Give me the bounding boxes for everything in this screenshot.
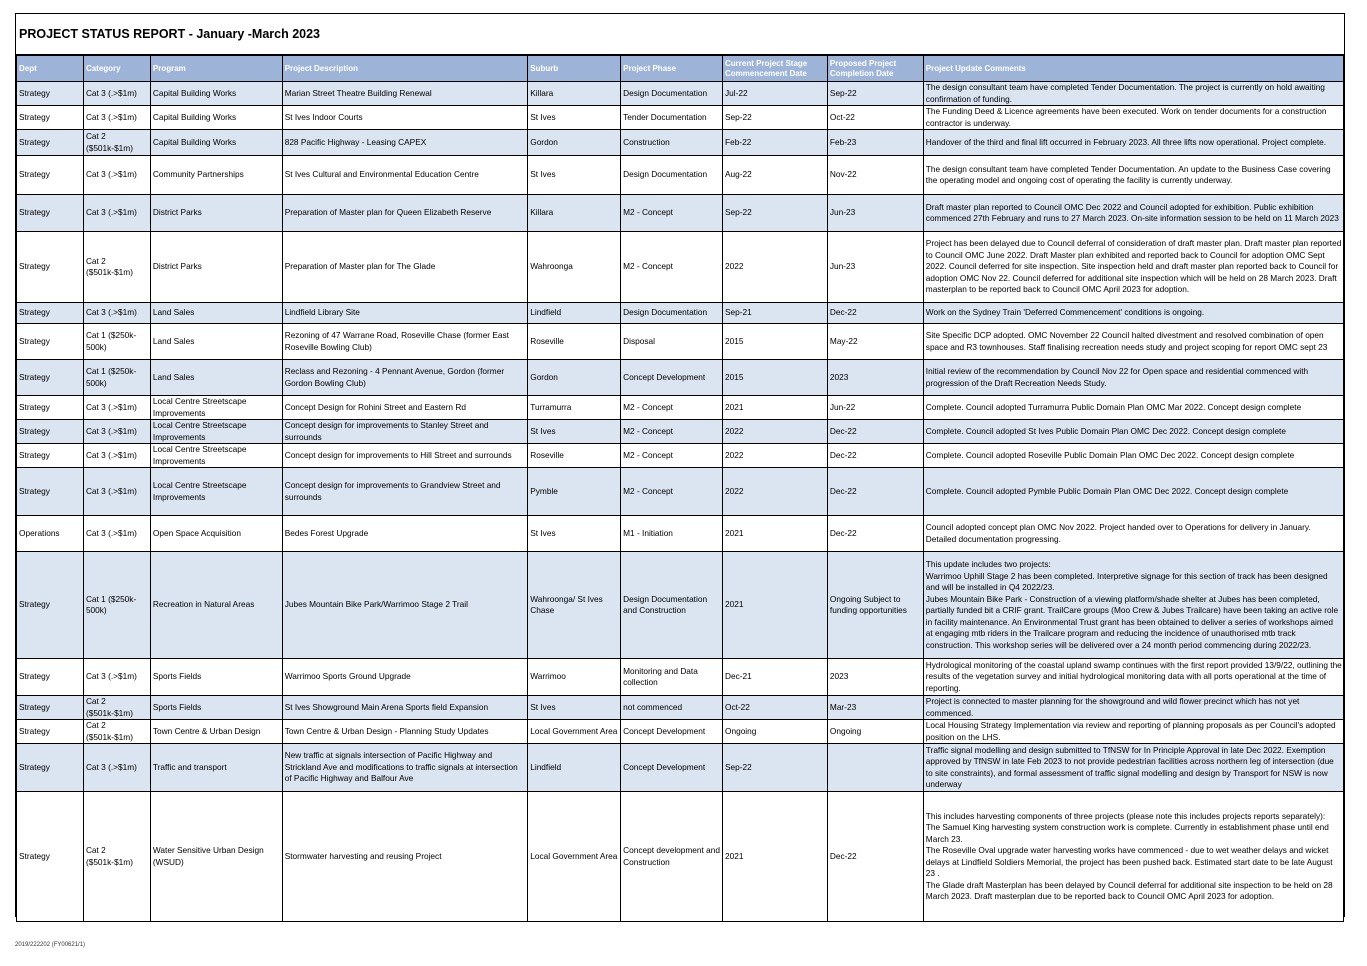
cell-program: Recreation in Natural Areas	[150, 552, 282, 659]
cell-commencement-date: Sep-22	[723, 744, 828, 792]
cell-project-phase: Monitoring and Data collection	[621, 659, 723, 696]
cell-category: Cat 2 ($501k-$1m)	[83, 130, 150, 156]
cell-commencement-date: 2015	[723, 324, 828, 360]
cell-project-phase: Concept Development	[621, 360, 723, 396]
cell-dept: Strategy	[17, 468, 84, 516]
cell-completion-date	[827, 744, 923, 792]
table-row	[17, 360, 1344, 396]
cell-project-description: Bedes Forest Upgrade	[282, 516, 528, 552]
cell-dept: Strategy	[17, 659, 84, 696]
cell-comments: Local Housing Strategy Implementation via review and reporting of planning proposals as per Council's adopted position on the LHS.	[923, 720, 1343, 744]
column-header-dept: Dept	[17, 56, 84, 82]
column-header-commencement-date: Current Project Stage Commencement Date	[723, 56, 828, 82]
cell-program: Local Centre Streetscape Improvements	[150, 420, 282, 444]
cell-program: Town Centre & Urban Design	[150, 720, 282, 744]
cell-project-phase: Tender Documentation	[621, 106, 723, 130]
cell-category: Cat 1 ($250k-500k)	[83, 360, 150, 396]
table-row	[17, 106, 1344, 130]
cell-suburb: Pymble	[528, 468, 621, 516]
table-row	[17, 552, 1344, 659]
cell-comments: Complete. Council adopted St Ives Public Domain Plan OMC Dec 2022. Concept design complete	[923, 420, 1343, 444]
cell-project-phase: Construction	[621, 130, 723, 156]
cell-project-description: Reclass and Rezoning - 4 Pennant Avenue, Gordon (former Gordon Bowling Club)	[282, 360, 528, 396]
table-row	[17, 792, 1344, 922]
cell-category: Cat 3 (.>$1m)	[83, 516, 150, 552]
cell-project-phase: Concept Development	[621, 720, 723, 744]
cell-category: Cat 2 ($501k-$1m)	[83, 696, 150, 720]
cell-comments: The Funding Deed & Licence agreements have been executed. Work on tender documents for a construction contractor is underway.	[923, 106, 1343, 130]
cell-project-phase: Design Documentation and Construction	[621, 552, 723, 659]
table-body	[17, 82, 1344, 922]
cell-project-phase: Concept development and Construction	[621, 792, 723, 922]
cell-project-description: St Ives Showground Main Arena Sports field Expansion	[282, 696, 528, 720]
cell-project-phase: M2 - Concept	[621, 396, 723, 420]
cell-project-description: Lindfield Library Site	[282, 303, 528, 324]
cell-suburb: St Ives	[528, 516, 621, 552]
cell-project-description: Preparation of Master plan for Queen Elizabeth Reserve	[282, 195, 528, 232]
cell-suburb: Local Government Area	[528, 720, 621, 744]
table-row	[17, 696, 1344, 720]
cell-commencement-date: Dec-21	[723, 659, 828, 696]
cell-comments: Complete. Council adopted Roseville Public Domain Plan OMC Dec 2022. Concept design complete	[923, 444, 1343, 468]
project-status-table	[16, 55, 1344, 922]
cell-commencement-date: Feb-22	[723, 130, 828, 156]
cell-program: Traffic and transport	[150, 744, 282, 792]
cell-comments: Work on the Sydney Train 'Deferred Commencement' conditions is ongoing.	[923, 303, 1343, 324]
cell-commencement-date: Sep-21	[723, 303, 828, 324]
cell-commencement-date: 2021	[723, 792, 828, 922]
cell-completion-date: Mar-23	[827, 696, 923, 720]
cell-dept: Strategy	[17, 396, 84, 420]
cell-category: Cat 2 ($501k-$1m)	[83, 232, 150, 303]
cell-completion-date: Dec-22	[827, 468, 923, 516]
cell-suburb: Warrimoo	[528, 659, 621, 696]
cell-project-description: Preparation of Master plan for The Glade	[282, 232, 528, 303]
cell-project-phase: Design Documentation	[621, 303, 723, 324]
cell-dept: Strategy	[17, 82, 84, 106]
cell-project-phase: M2 - Concept	[621, 195, 723, 232]
cell-comments: This update includes two projects: Warrimoo Uphill Stage 2 has been completed. Interpretive signage for this section of track has been designed and will be installed in Q4 2022/23. Jubes Mountain Bike Park - Construction of a viewing platform/shade shelter at Jubes has been completed, partially funded bit a CRIF grant. TrailCare groups (Moo Crew & Jubes Trailcare) have been taking an active role in facility maintenance. An Environmental Trust grant has been obtained to deliver a series of workshops aimed at engaging mtb riders in the Trailcare program and reducing the incidence of unauthorised mtb track construction. This workshop series will be delivered over a 24 month period commencing during 2022/23.	[923, 552, 1343, 659]
cell-commencement-date: Sep-22	[723, 106, 828, 130]
cell-completion-date: 2023	[827, 659, 923, 696]
cell-suburb: Turramurra	[528, 396, 621, 420]
cell-commencement-date: Oct-22	[723, 696, 828, 720]
column-header-category: Category	[83, 56, 150, 82]
table-row	[17, 444, 1344, 468]
cell-program: Land Sales	[150, 303, 282, 324]
cell-suburb: Roseville	[528, 324, 621, 360]
cell-completion-date: Dec-22	[827, 792, 923, 922]
cell-category: Cat 1 ($250k-500k)	[83, 552, 150, 659]
cell-project-description: Warrimoo Sports Ground Upgrade	[282, 659, 528, 696]
cell-completion-date: Ongoing	[827, 720, 923, 744]
cell-project-description: St Ives Indoor Courts	[282, 106, 528, 130]
cell-completion-date: Jun-23	[827, 232, 923, 303]
cell-category: Cat 3 (.>$1m)	[83, 303, 150, 324]
cell-program: District Parks	[150, 232, 282, 303]
cell-dept: Strategy	[17, 696, 84, 720]
cell-suburb: Killara	[528, 82, 621, 106]
cell-project-phase: M2 - Concept	[621, 420, 723, 444]
cell-completion-date: 2023	[827, 360, 923, 396]
cell-comments: Site Specific DCP adopted. OMC November 22 Council halted divestment and resolved combination of open space and R3 townhouses. Staff finalising recreation needs study and project scoping for report OMC sept 23	[923, 324, 1343, 360]
column-header-program: Program	[150, 56, 282, 82]
cell-comments: This includes harvesting components of three projects (please note this includes projects reports separately): The Samuel King harvesting system construction work is complete. Currently in establishment phase until end March 23. The Roseville Oval upgrade water harvesting works have commenced - due to wet weather delays and wicket delays at Lindfield Soldiers Memorial, the project has been pushed back. Estimated start date to be late August 23 . The Glade draft Masterplan has been delayed by Council deferral for additional site inspection to be held on 28 March 2023. Draft masterplan due to be reported back to Council OMC April 2023 for adoption.	[923, 792, 1343, 922]
column-header-project-description: Project Description	[282, 56, 528, 82]
cell-comments: Hydrological monitoring of the coastal upland swamp continues with the first report provided 13/9/22, outlining the results of the vegetation survey and initial hydrological monitoring data with all ports operational at the time of reporting.	[923, 659, 1343, 696]
cell-suburb: Gordon	[528, 360, 621, 396]
cell-category: Cat 1 ($250k-500k)	[83, 324, 150, 360]
cell-dept: Strategy	[17, 106, 84, 130]
table-row	[17, 744, 1344, 792]
column-header-comments: Project Update Comments	[923, 56, 1343, 82]
cell-project-description: New traffic at signals intersection of Pacific Highway and Strickland Ave and modifications to traffic signals at intersection of Pacific Highway and Balfour Ave	[282, 744, 528, 792]
cell-comments: Draft master plan reported to Council OMC Dec 2022 and Council adopted for exhibition. Public exhibition commenced 27th February and runs to 27 March 2023. On-site information session to be held on 11 March 2023	[923, 195, 1343, 232]
cell-category: Cat 3 (.>$1m)	[83, 156, 150, 195]
cell-program: Capital Building Works	[150, 130, 282, 156]
table-row	[17, 420, 1344, 444]
table-row	[17, 659, 1344, 696]
table-row	[17, 303, 1344, 324]
cell-dept: Strategy	[17, 156, 84, 195]
cell-suburb: St Ives	[528, 696, 621, 720]
column-header-completion-date: Proposed Project Completion Date	[827, 56, 923, 82]
cell-completion-date: Oct-22	[827, 106, 923, 130]
cell-dept: Strategy	[17, 420, 84, 444]
cell-category: Cat 3 (.>$1m)	[83, 744, 150, 792]
cell-dept: Strategy	[17, 195, 84, 232]
cell-commencement-date: Aug-22	[723, 156, 828, 195]
cell-dept: Strategy	[17, 324, 84, 360]
cell-commencement-date: 2021	[723, 552, 828, 659]
cell-project-description: 828 Pacific Highway - Leasing CAPEX	[282, 130, 528, 156]
cell-dept: Strategy	[17, 232, 84, 303]
cell-suburb: Killara	[528, 195, 621, 232]
cell-dept: Strategy	[17, 444, 84, 468]
column-header-suburb: Suburb	[528, 56, 621, 82]
cell-dept: Strategy	[17, 744, 84, 792]
table-row	[17, 324, 1344, 360]
document-reference: 2019/222202 (FY00621/1)	[15, 942, 86, 948]
cell-program: Sports Fields	[150, 659, 282, 696]
cell-commencement-date: 2022	[723, 468, 828, 516]
cell-suburb: St Ives	[528, 420, 621, 444]
cell-comments: Initial review of the recommendation by Council Nov 22 for Open space and residential commenced with progression of the Draft Recreation Needs Study.	[923, 360, 1343, 396]
cell-program: Local Centre Streetscape Improvements	[150, 468, 282, 516]
table-row	[17, 232, 1344, 303]
cell-commencement-date: 2022	[723, 420, 828, 444]
cell-commencement-date: 2015	[723, 360, 828, 396]
cell-project-description: Concept Design for Rohini Street and Eastern Rd	[282, 396, 528, 420]
cell-program: District Parks	[150, 195, 282, 232]
cell-comments: The design consultant team have completed Tender Documentation. An update to the Business Case covering the operating model and ongoing cost of operating the facility is currently underway.	[923, 156, 1343, 195]
cell-commencement-date: Jul-22	[723, 82, 828, 106]
cell-dept: Operations	[17, 516, 84, 552]
cell-category: Cat 3 (.>$1m)	[83, 659, 150, 696]
cell-suburb: Lindfield	[528, 744, 621, 792]
cell-completion-date: Dec-22	[827, 516, 923, 552]
cell-project-description: Jubes Mountain Bike Park/Warrimoo Stage 2 Trail	[282, 552, 528, 659]
cell-comments: Traffic signal modelling and design submitted to TfNSW for In Principle Approval in late Dec 2022. Exemption approved by TfNSW in late Feb 2023 to not provide pedestrian facilities across northern leg of intersection (due to site constraints), and formal assessment of traffic signal modelling and design by Transport for NSW is now underway	[923, 744, 1343, 792]
cell-suburb: Wahroonga/ St Ives Chase	[528, 552, 621, 659]
table-row	[17, 516, 1344, 552]
cell-project-description: Town Centre & Urban Design - Planning Study Updates	[282, 720, 528, 744]
cell-comments: Handover of the third and final lift occurred in February 2023. All three lifts now operational. Project complete.	[923, 130, 1343, 156]
table-row	[17, 130, 1344, 156]
cell-project-description: Rezoning of 47 Warrane Road, Roseville Chase (former East Roseville Bowling Club)	[282, 324, 528, 360]
cell-commencement-date: Ongoing	[723, 720, 828, 744]
cell-program: Community Partnerships	[150, 156, 282, 195]
cell-suburb: Gordon	[528, 130, 621, 156]
cell-comments: Council adopted concept plan OMC Nov 2022. Project handed over to Operations for delivery in January. Detailed documentation progressing.	[923, 516, 1343, 552]
cell-suburb: Wahroonga	[528, 232, 621, 303]
table-row	[17, 156, 1344, 195]
cell-dept: Strategy	[17, 552, 84, 659]
cell-project-description: Marian Street Theatre Building Renewal	[282, 82, 528, 106]
cell-category: Cat 3 (.>$1m)	[83, 420, 150, 444]
cell-completion-date: Nov-22	[827, 156, 923, 195]
cell-commencement-date: Sep-22	[723, 195, 828, 232]
cell-completion-date: Feb-23	[827, 130, 923, 156]
cell-completion-date: Jun-23	[827, 195, 923, 232]
cell-category: Cat 3 (.>$1m)	[83, 468, 150, 516]
cell-completion-date: Jun-22	[827, 396, 923, 420]
cell-project-phase: not commenced	[621, 696, 723, 720]
cell-program: Local Centre Streetscape Improvements	[150, 444, 282, 468]
cell-program: Land Sales	[150, 324, 282, 360]
cell-commencement-date: 2022	[723, 444, 828, 468]
cell-program: Sports Fields	[150, 696, 282, 720]
report-title: PROJECT STATUS REPORT - January -March 2023	[16, 14, 1344, 55]
cell-completion-date: Dec-22	[827, 420, 923, 444]
cell-category: Cat 2 ($501k-$1m)	[83, 792, 150, 922]
cell-completion-date: Dec-22	[827, 444, 923, 468]
table-row	[17, 720, 1344, 744]
cell-completion-date: May-22	[827, 324, 923, 360]
cell-category: Cat 3 (.>$1m)	[83, 195, 150, 232]
cell-project-description: Concept design for improvements to Grandview Street and surrounds	[282, 468, 528, 516]
cell-suburb: St Ives	[528, 106, 621, 130]
cell-suburb: St Ives	[528, 156, 621, 195]
cell-category: Cat 3 (.>$1m)	[83, 106, 150, 130]
table-row	[17, 396, 1344, 420]
cell-commencement-date: 2021	[723, 396, 828, 420]
cell-completion-date: Sep-22	[827, 82, 923, 106]
cell-project-description: Concept design for improvements to Hill Street and surrounds	[282, 444, 528, 468]
cell-commencement-date: 2021	[723, 516, 828, 552]
cell-project-phase: Design Documentation	[621, 82, 723, 106]
cell-completion-date: Ongoing Subject to funding opportunities	[827, 552, 923, 659]
cell-program: Land Sales	[150, 360, 282, 396]
cell-project-description: St Ives Cultural and Environmental Education Centre	[282, 156, 528, 195]
cell-commencement-date: 2022	[723, 232, 828, 303]
table-row	[17, 195, 1344, 232]
cell-comments: Complete. Council adopted Pymble Public Domain Plan OMC Dec 2022. Concept design complete	[923, 468, 1343, 516]
cell-project-phase: Design Documentation	[621, 156, 723, 195]
table-row	[17, 468, 1344, 516]
cell-suburb: Roseville	[528, 444, 621, 468]
cell-dept: Strategy	[17, 360, 84, 396]
cell-dept: Strategy	[17, 303, 84, 324]
cell-comments: Project has been delayed due to Council deferral of consideration of draft master plan. Draft master plan reported to Council OMC June 2022. Draft Master plan exhibited and reported back to Council for adoption OMC Sept 2022. Council deferred for site inspection. Site inspection held and draft master plan reported back to Council for adoption OMC Nov 22. Council deferred for additional site inspection which will be held on 28 March 2023. Draft masterplan to be reported back to Council OMC April 2023 for adoption.	[923, 232, 1343, 303]
cell-program: Capital Building Works	[150, 82, 282, 106]
cell-project-phase: M2 - Concept	[621, 468, 723, 516]
cell-completion-date: Dec-22	[827, 303, 923, 324]
cell-project-phase: M1 - Initiation	[621, 516, 723, 552]
cell-category: Cat 3 (.>$1m)	[83, 396, 150, 420]
cell-category: Cat 3 (.>$1m)	[83, 82, 150, 106]
cell-suburb: Local Government Area	[528, 792, 621, 922]
cell-project-phase: M2 - Concept	[621, 444, 723, 468]
cell-project-phase: Concept Development	[621, 744, 723, 792]
cell-comments: The design consultant team have completed Tender Documentation. The project is currently on hold awaiting confirmation of funding.	[923, 82, 1343, 106]
cell-program: Local Centre Streetscape Improvements	[150, 396, 282, 420]
cell-comments: Project is connected to master planning for the showground and wild flower precinct which has not yet commenced.	[923, 696, 1343, 720]
cell-category: Cat 3 (.>$1m)	[83, 444, 150, 468]
cell-comments: Complete. Council adopted Turramurra Public Domain Plan OMC Mar 2022. Concept design complete	[923, 396, 1343, 420]
table-row	[17, 82, 1344, 106]
cell-project-phase: M2 - Concept	[621, 232, 723, 303]
cell-dept: Strategy	[17, 792, 84, 922]
cell-project-description: Concept design for improvements to Stanley Street and surrounds	[282, 420, 528, 444]
cell-project-description: Stormwater harvesting and reusing Project	[282, 792, 528, 922]
cell-program: Capital Building Works	[150, 106, 282, 130]
cell-suburb: Lindfield	[528, 303, 621, 324]
cell-category: Cat 2 ($501k-$1m)	[83, 720, 150, 744]
cell-dept: Strategy	[17, 130, 84, 156]
header-row	[17, 56, 1344, 82]
report-sheet	[15, 13, 1345, 917]
cell-dept: Strategy	[17, 720, 84, 744]
cell-project-phase: Disposal	[621, 324, 723, 360]
cell-program: Water Sensitive Urban Design (WSUD)	[150, 792, 282, 922]
cell-program: Open Space Acquisition	[150, 516, 282, 552]
column-header-project-phase: Project Phase	[621, 56, 723, 82]
